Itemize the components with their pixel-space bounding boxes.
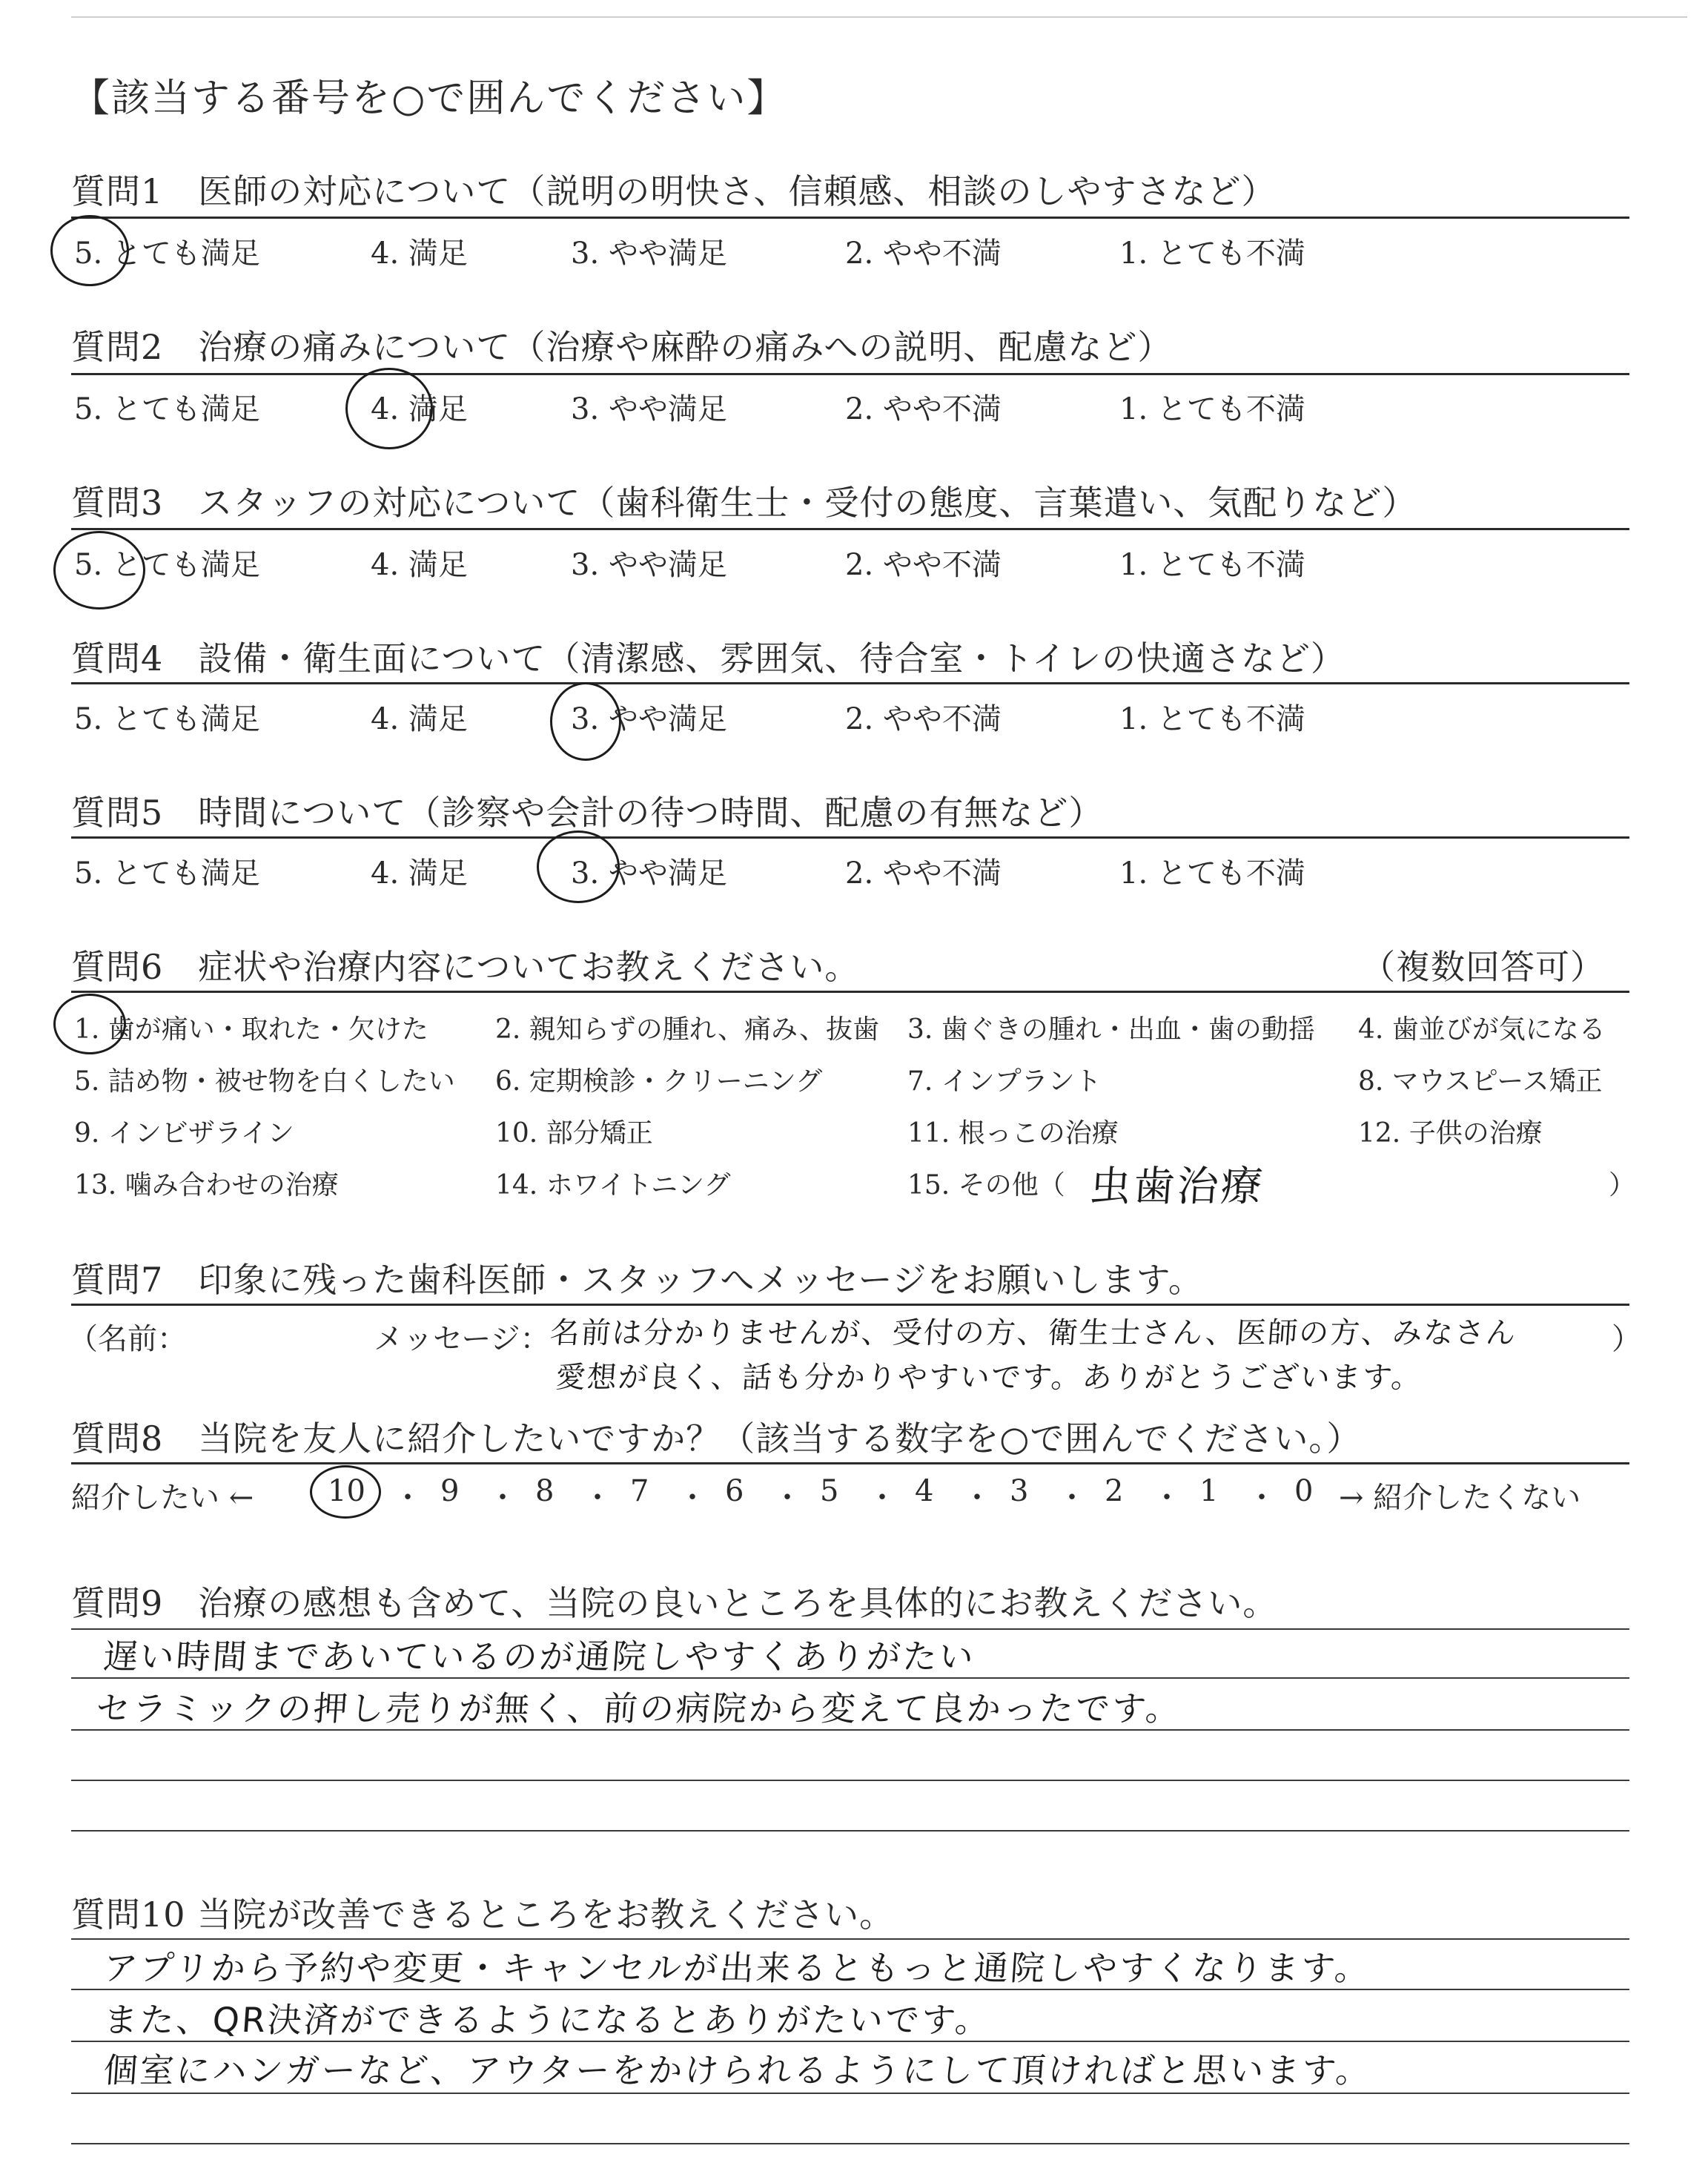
q6-option-1[interactable]: 1. 歯が痛い・取れた・欠けた <box>74 1014 428 1045</box>
q6-selection-circle <box>53 994 126 1054</box>
q4-option-3[interactable]: 3. やや満足 <box>571 702 727 736</box>
q7-name-label: （名前： <box>68 1322 187 1356</box>
q4-option-5[interactable]: 5. とても満足 <box>74 702 260 736</box>
question-6-title: 質問6 症状や治療内容についてお教えください。 <box>71 947 860 987</box>
q6-option-10[interactable]: 10. 部分矯正 <box>495 1118 653 1149</box>
q10-answer-line-3: 個室にハンガーなど、アウターをかけられるようにして頂ければと思います。 <box>102 2050 1374 2090</box>
question-6-rule <box>71 991 1629 993</box>
q8-dot: ・ <box>1057 1481 1087 1515</box>
q6-option-14[interactable]: 14. ホワイトニング <box>495 1170 731 1200</box>
q2-selection-circle <box>345 368 433 449</box>
q3-option-4[interactable]: 4. 満足 <box>371 548 468 582</box>
q5-option-4[interactable]: 4. 満足 <box>371 856 468 891</box>
q5-selection-circle <box>537 830 620 903</box>
question-1-title: 質問1 医師の対応について（説明の明快さ、信頼感、相談のしやすさなど） <box>71 171 1277 211</box>
q6-option-5[interactable]: 5. 詰め物・被せ物を白くしたい <box>74 1066 455 1097</box>
q8-dot: ・ <box>772 1481 802 1515</box>
question-6-note: （複数回答可） <box>1361 947 1605 987</box>
q5-option-1[interactable]: 1. とても不満 <box>1119 856 1305 891</box>
q1-option-1[interactable]: 1. とても不満 <box>1119 237 1305 271</box>
q8-dot: ・ <box>962 1481 992 1515</box>
q8-score-4[interactable]: 4 <box>915 1474 934 1508</box>
q10-line-rule-1 <box>71 1938 1629 1940</box>
q6-other-close-paren: ） <box>1609 1170 1636 1200</box>
q1-option-5[interactable]: 5. とても満足 <box>74 237 260 271</box>
q10-line-rule-3 <box>71 2041 1629 2042</box>
q8-dot: ・ <box>1247 1481 1277 1515</box>
q8-dot: ・ <box>488 1481 517 1515</box>
q9-line-rule-2 <box>71 1677 1629 1679</box>
q8-selection-circle <box>310 1465 381 1519</box>
q10-answer-line-2: また、QR決済ができるようになるとありがたいです。 <box>102 2000 993 2040</box>
q7-message-line-1: 名前は分かりませんが、受付の方、衛生士さん、医師の方、みなさん <box>549 1316 1518 1350</box>
question-4-title: 質問4 設備・衛生面について（清潔感、雰囲気、待合室・トイレの快適さなど） <box>71 638 1346 678</box>
q6-option-13[interactable]: 13. 噛み合わせの治療 <box>74 1170 339 1200</box>
question-3-title: 質問3 スタッフの対応について（歯科衛生士・受付の態度、言葉遣い、気配りなど） <box>71 483 1417 523</box>
q9-answer-line-2: セラミックの押し売りが無く、前の病院から変えて良かったです。 <box>94 1688 1184 1728</box>
q6-option-9[interactable]: 9. インビザライン <box>74 1118 294 1149</box>
question-8-title: 質問8 当院を友人に紹介したいですか？（該当する数字を○で囲んでください。） <box>71 1418 1362 1459</box>
q9-line-rule-3 <box>71 1729 1629 1731</box>
question-2-rule <box>71 373 1629 375</box>
q3-option-3[interactable]: 3. やや満足 <box>571 548 727 582</box>
q6-option-2[interactable]: 2. 親知らずの腫れ、痛み、抜歯 <box>495 1014 880 1045</box>
question-7-rule <box>71 1304 1629 1306</box>
q10-answer-line-1: アプリから予約や変更・キャンセルが出来るともっと通院しやすくなります。 <box>102 1948 1373 1988</box>
q10-line-rule-5 <box>71 2143 1629 2144</box>
q6-option-8[interactable]: 8. マウスピース矯正 <box>1358 1066 1603 1097</box>
q6-other-handwritten: 虫歯治療 <box>1088 1163 1266 1211</box>
q1-option-4[interactable]: 4. 満足 <box>371 237 468 271</box>
question-8-rule <box>71 1462 1629 1464</box>
q6-option-6[interactable]: 6. 定期検診・クリーニング <box>495 1066 823 1097</box>
q3-option-2[interactable]: 2. やや不満 <box>845 548 1002 582</box>
question-4-rule <box>71 682 1629 684</box>
q8-score-1[interactable]: 1 <box>1199 1474 1219 1508</box>
q6-option-11[interactable]: 11. 根っこの治療 <box>907 1118 1119 1149</box>
q8-score-0[interactable]: 0 <box>1294 1474 1314 1508</box>
q2-option-5[interactable]: 5. とても満足 <box>74 392 260 426</box>
q5-option-3[interactable]: 3. やや満足 <box>571 856 727 891</box>
q3-selection-circle <box>53 531 145 610</box>
q10-line-rule-4 <box>71 2093 1629 2094</box>
q8-dot: ・ <box>678 1481 707 1515</box>
q3-option-5[interactable]: 5. とても満足 <box>74 548 260 582</box>
question-10-title: 質問10 当院が改善できるところをお教えください。 <box>71 1895 895 1935</box>
q6-option-4[interactable]: 4. 歯並びが気になる <box>1358 1014 1606 1045</box>
question-3-rule <box>71 528 1629 530</box>
q6-option-12[interactable]: 12. 子供の治療 <box>1358 1118 1543 1149</box>
q4-selection-circle <box>550 682 621 761</box>
q4-option-2[interactable]: 2. やや不満 <box>845 702 1002 736</box>
q8-score-6[interactable]: 6 <box>725 1474 744 1508</box>
q8-score-7[interactable]: 7 <box>630 1474 649 1508</box>
question-5-title: 質問5 時間について（診察や会計の待つ時間、配慮の有無など） <box>71 793 1104 833</box>
q4-option-4[interactable]: 4. 満足 <box>371 702 468 736</box>
q6-option-7[interactable]: 7. インプラント <box>907 1066 1102 1097</box>
q7-message-label: メッセージ： <box>374 1322 550 1356</box>
q4-option-1[interactable]: 1. とても不満 <box>1119 702 1305 736</box>
q8-left-label: 紹介したい ← <box>71 1481 254 1515</box>
q7-close-paren: ） <box>1612 1322 1641 1356</box>
question-2-title: 質問2 治療の痛みについて（治療や麻酔の痛みへの説明、配慮など） <box>71 327 1173 367</box>
q2-option-2[interactable]: 2. やや不満 <box>845 392 1002 426</box>
q8-dot: ・ <box>393 1481 423 1515</box>
q9-line-rule-4 <box>71 1780 1629 1781</box>
q8-score-3[interactable]: 3 <box>1010 1474 1029 1508</box>
q8-dot: ・ <box>1152 1481 1182 1515</box>
q5-option-5[interactable]: 5. とても満足 <box>74 856 260 891</box>
q2-option-3[interactable]: 3. やや満足 <box>571 392 727 426</box>
q9-answer-line-1: 遅い時間まであいているのが通院しやすくありがたい <box>102 1636 977 1677</box>
question-1-rule <box>71 217 1629 219</box>
q8-dot: ・ <box>867 1481 897 1515</box>
q1-selection-circle <box>50 215 129 286</box>
q2-option-4[interactable]: 4. 満足 <box>371 392 468 426</box>
q8-score-10[interactable]: 10 <box>328 1474 365 1508</box>
top-border <box>71 16 1687 18</box>
question-5-rule <box>71 836 1629 839</box>
q5-option-2[interactable]: 2. やや不満 <box>845 856 1002 891</box>
q8-score-8[interactable]: 8 <box>535 1474 555 1508</box>
form-header: 【該当する番号を○で囲んでください】 <box>71 76 787 121</box>
q10-line-rule-2 <box>71 1989 1629 1990</box>
q7-message-line-2: 愛想が良く、話も分かりやすいです。ありがとうございます。 <box>555 1361 1424 1395</box>
q3-option-1[interactable]: 1. とても不満 <box>1119 548 1305 582</box>
q8-right-label: → 紹介したくない <box>1339 1481 1581 1515</box>
q1-option-3[interactable]: 3. やや満足 <box>571 237 727 271</box>
q2-option-1[interactable]: 1. とても不満 <box>1119 392 1305 426</box>
q8-score-9[interactable]: 9 <box>440 1474 460 1508</box>
q8-dot: ・ <box>583 1481 612 1515</box>
question-9-title: 質問9 治療の感想も含めて、当院の良いところを具体的にお教えください。 <box>71 1583 1278 1623</box>
q8-score-2[interactable]: 2 <box>1105 1474 1124 1508</box>
q9-line-rule-5 <box>71 1830 1629 1832</box>
q1-option-2[interactable]: 2. やや不満 <box>845 237 1002 271</box>
q8-score-5[interactable]: 5 <box>820 1474 839 1508</box>
q6-option-3[interactable]: 3. 歯ぐきの腫れ・出血・歯の動揺 <box>907 1014 1315 1045</box>
q6-option-15[interactable]: 15. その他（ <box>907 1170 1065 1200</box>
question-7-title: 質問7 印象に残った歯科医師・スタッフへメッセージをお願いします。 <box>71 1260 1203 1300</box>
